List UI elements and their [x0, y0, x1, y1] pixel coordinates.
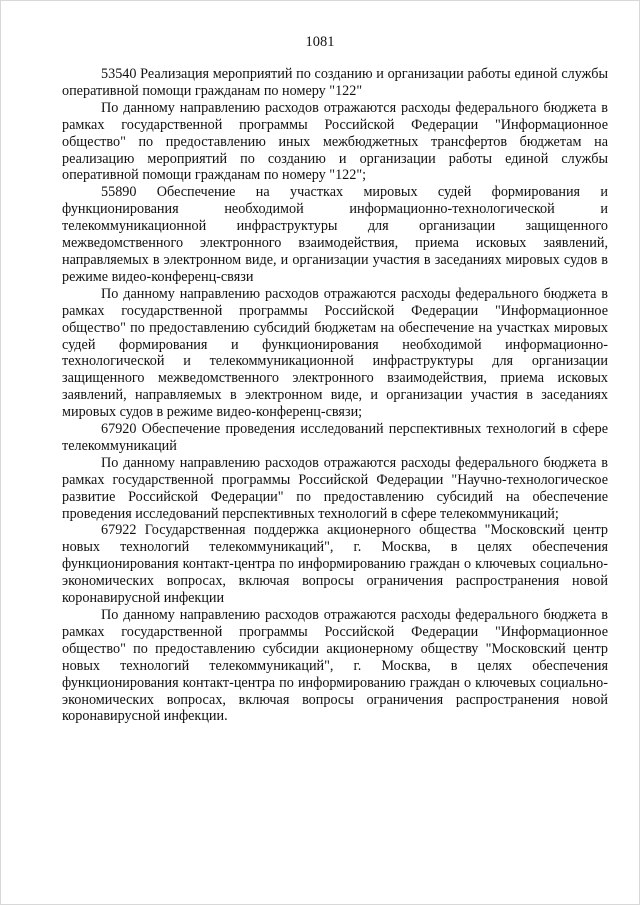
paragraph-67920-description: По данному направлению расходов отражаются расходы федерального бюджета в рамках государственной программы Российской Федерации "Научно-технологическое развитие Российской Федерации" по предоставлению субсидий на обеспечение проведения исследований перспективных технологий в сфере телекоммуникаций;: [62, 454, 608, 522]
paragraph-55890-description: По данному направлению расходов отражаются расходы федерального бюджета в рамках государственной программы Российской Федерации "Информационное общество" по предоставлению субсидий бюджетам на обеспечение на участках мировых судей формирования и функционирования необходимой информационно-технологической и телекоммуникационной инфраструктуры для организации защищенного межведомственного электронного взаимодействия, приема исковых заявлений, направляемых в электронном виде, и организации участия в заседаниях мировых судов в режиме видео-конференц-связи;: [62, 285, 608, 421]
paragraph-67920-heading: 67920 Обеспечение проведения исследований перспективных технологий в сфере телекоммуникаций: [62, 421, 608, 454]
paragraph-53540-description: По данному направлению расходов отражаются расходы федерального бюджета в рамках государственной программы Российской Федерации "Информационное общество" по предоставлению иных межбюджетных трансфертов бюджетам на реализацию мероприятий по созданию и организации работы единой службы оперативной помощи гражданам по номеру "122";: [62, 99, 608, 184]
document-body: [62, 66, 608, 725]
paragraph-67922-description: По данному направлению расходов отражаются расходы федерального бюджета в рамках государственной программы Российской Федерации "Информационное общество" по предоставлению субсидии акционерному обществу "Московский центр новых технологий телекоммуникаций", г. Москва, в целях обеспечения функционирования контакт-центра по информированию граждан о ключевых социально-экономических вопросах, включая вопросы ограничения распространения новой коронавирусной инфекции.: [62, 607, 608, 725]
paragraph-67922-heading: 67922 Государственная поддержка акционерного общества "Московский центр новых технологий телекоммуникаций", г. Москва, в целях обеспечения функционирования контакт-центра по информированию граждан о ключевых социально-экономических вопросах, включая вопросы ограничения распространения новой коронавирусной инфекции: [62, 522, 608, 607]
paragraph-55890-heading: 55890 Обеспечение на участках мировых судей формирования и функционирования необходимой информационно-технологической и телекоммуникационной инфраструктуры для организации защищенного межведомственного электронного взаимодействия, приема исковых заявлений, направляемых в электронном виде, и организации участия в заседаниях мировых судов в режиме видео-конференц-связи: [62, 184, 608, 285]
paragraph-53540-heading: 53540 Реализация мероприятий по созданию и организации работы единой службы оперативной помощи гражданам по номеру "122": [62, 66, 608, 99]
page-number: 1081: [305, 34, 335, 50]
